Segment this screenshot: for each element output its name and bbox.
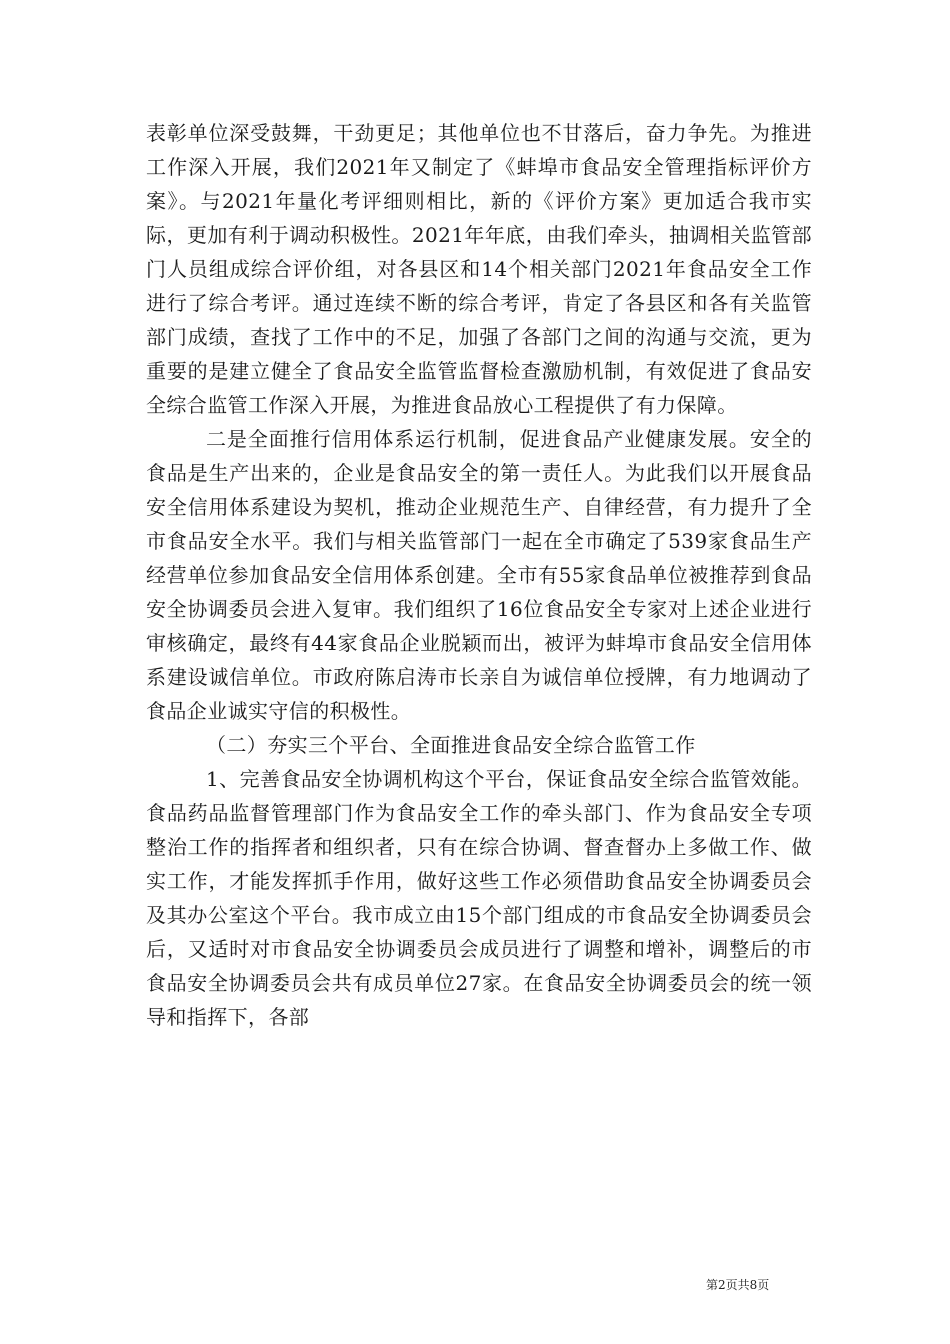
paragraph-1: 表彰单位深受鼓舞，干劲更足；其他单位也不甘落后，奋力争先。为推进工作深入开展，我们2021年又制定了《蚌埠市食品安全管理指标评价方案》。与2021年量化考评细则相比，新的《评价方案》更加适合我市实际，更加有利于调动积极性。2021年年底，由我们牵头，抽调相关监管部门人员组成综合评价组，对各县区和14个相关部门2021年食品安全工作进行了综合考评。通过连续不断的综合考评，肯定了各县区和各有关监管部门成绩，查找了工作中的不足，加强了各部门之间的沟通与交流，更为重要的是建立健全了食品安全监管监督检查激励机制，有效促进了食品安全综合监管工作深入开展，为推进食品放心工程提供了有力保障。 <box>146 121 812 417</box>
document-body <box>146 116 812 1034</box>
paragraph-2: 二是全面推行信用体系运行机制，促进食品产业健康发展。安全的食品是生产出来的，企业是食品安全的第一责任人。为此我们以开展食品安全信用体系建设为契机，推动企业规范生产、自律经营，有力提升了全市食品安全水平。我们与相关监管部门一起在全市确定了539家食品生产经营单位参加食品安全信用体系创建。全市有55家食品单位被推荐到食品安全协调委员会进入复审。我们组织了16位食品安全专家对上述企业进行审核确定，最终有44家食品企业脱颖而出，被评为蚌埠市食品安全信用体系建设诚信单位。市政府陈启涛市长亲自为诚信单位授牌，有力地调动了食品企业诚实守信的积极性。 <box>146 427 812 723</box>
page-number-footer: 第2页共8页 <box>706 1278 770 1292</box>
section-heading: （二）夯实三个平台、全面推进食品安全综合监管工作 <box>206 733 696 757</box>
paragraph-4: 1、完善食品安全协调机构这个平台，保证食品安全综合监管效能。食品药品监督管理部门作为食品安全工作的牵头部门、作为食品安全专项整治工作的指挥者和组织者，只有在综合协调、督查督办上多做工作、做实工作，才能发挥抓手作用，做好这些工作必须借助食品安全协调委员会及其办公室这个平台。我市成立由15个部门组成的市食品安全协调委员会后，又适时对市食品安全协调委员会成员进行了调整和增补，调整后的市食品安全协调委员会共有成员单位27家。在食品安全协调委员会的统一领导和指挥下，各部 <box>146 767 812 1029</box>
